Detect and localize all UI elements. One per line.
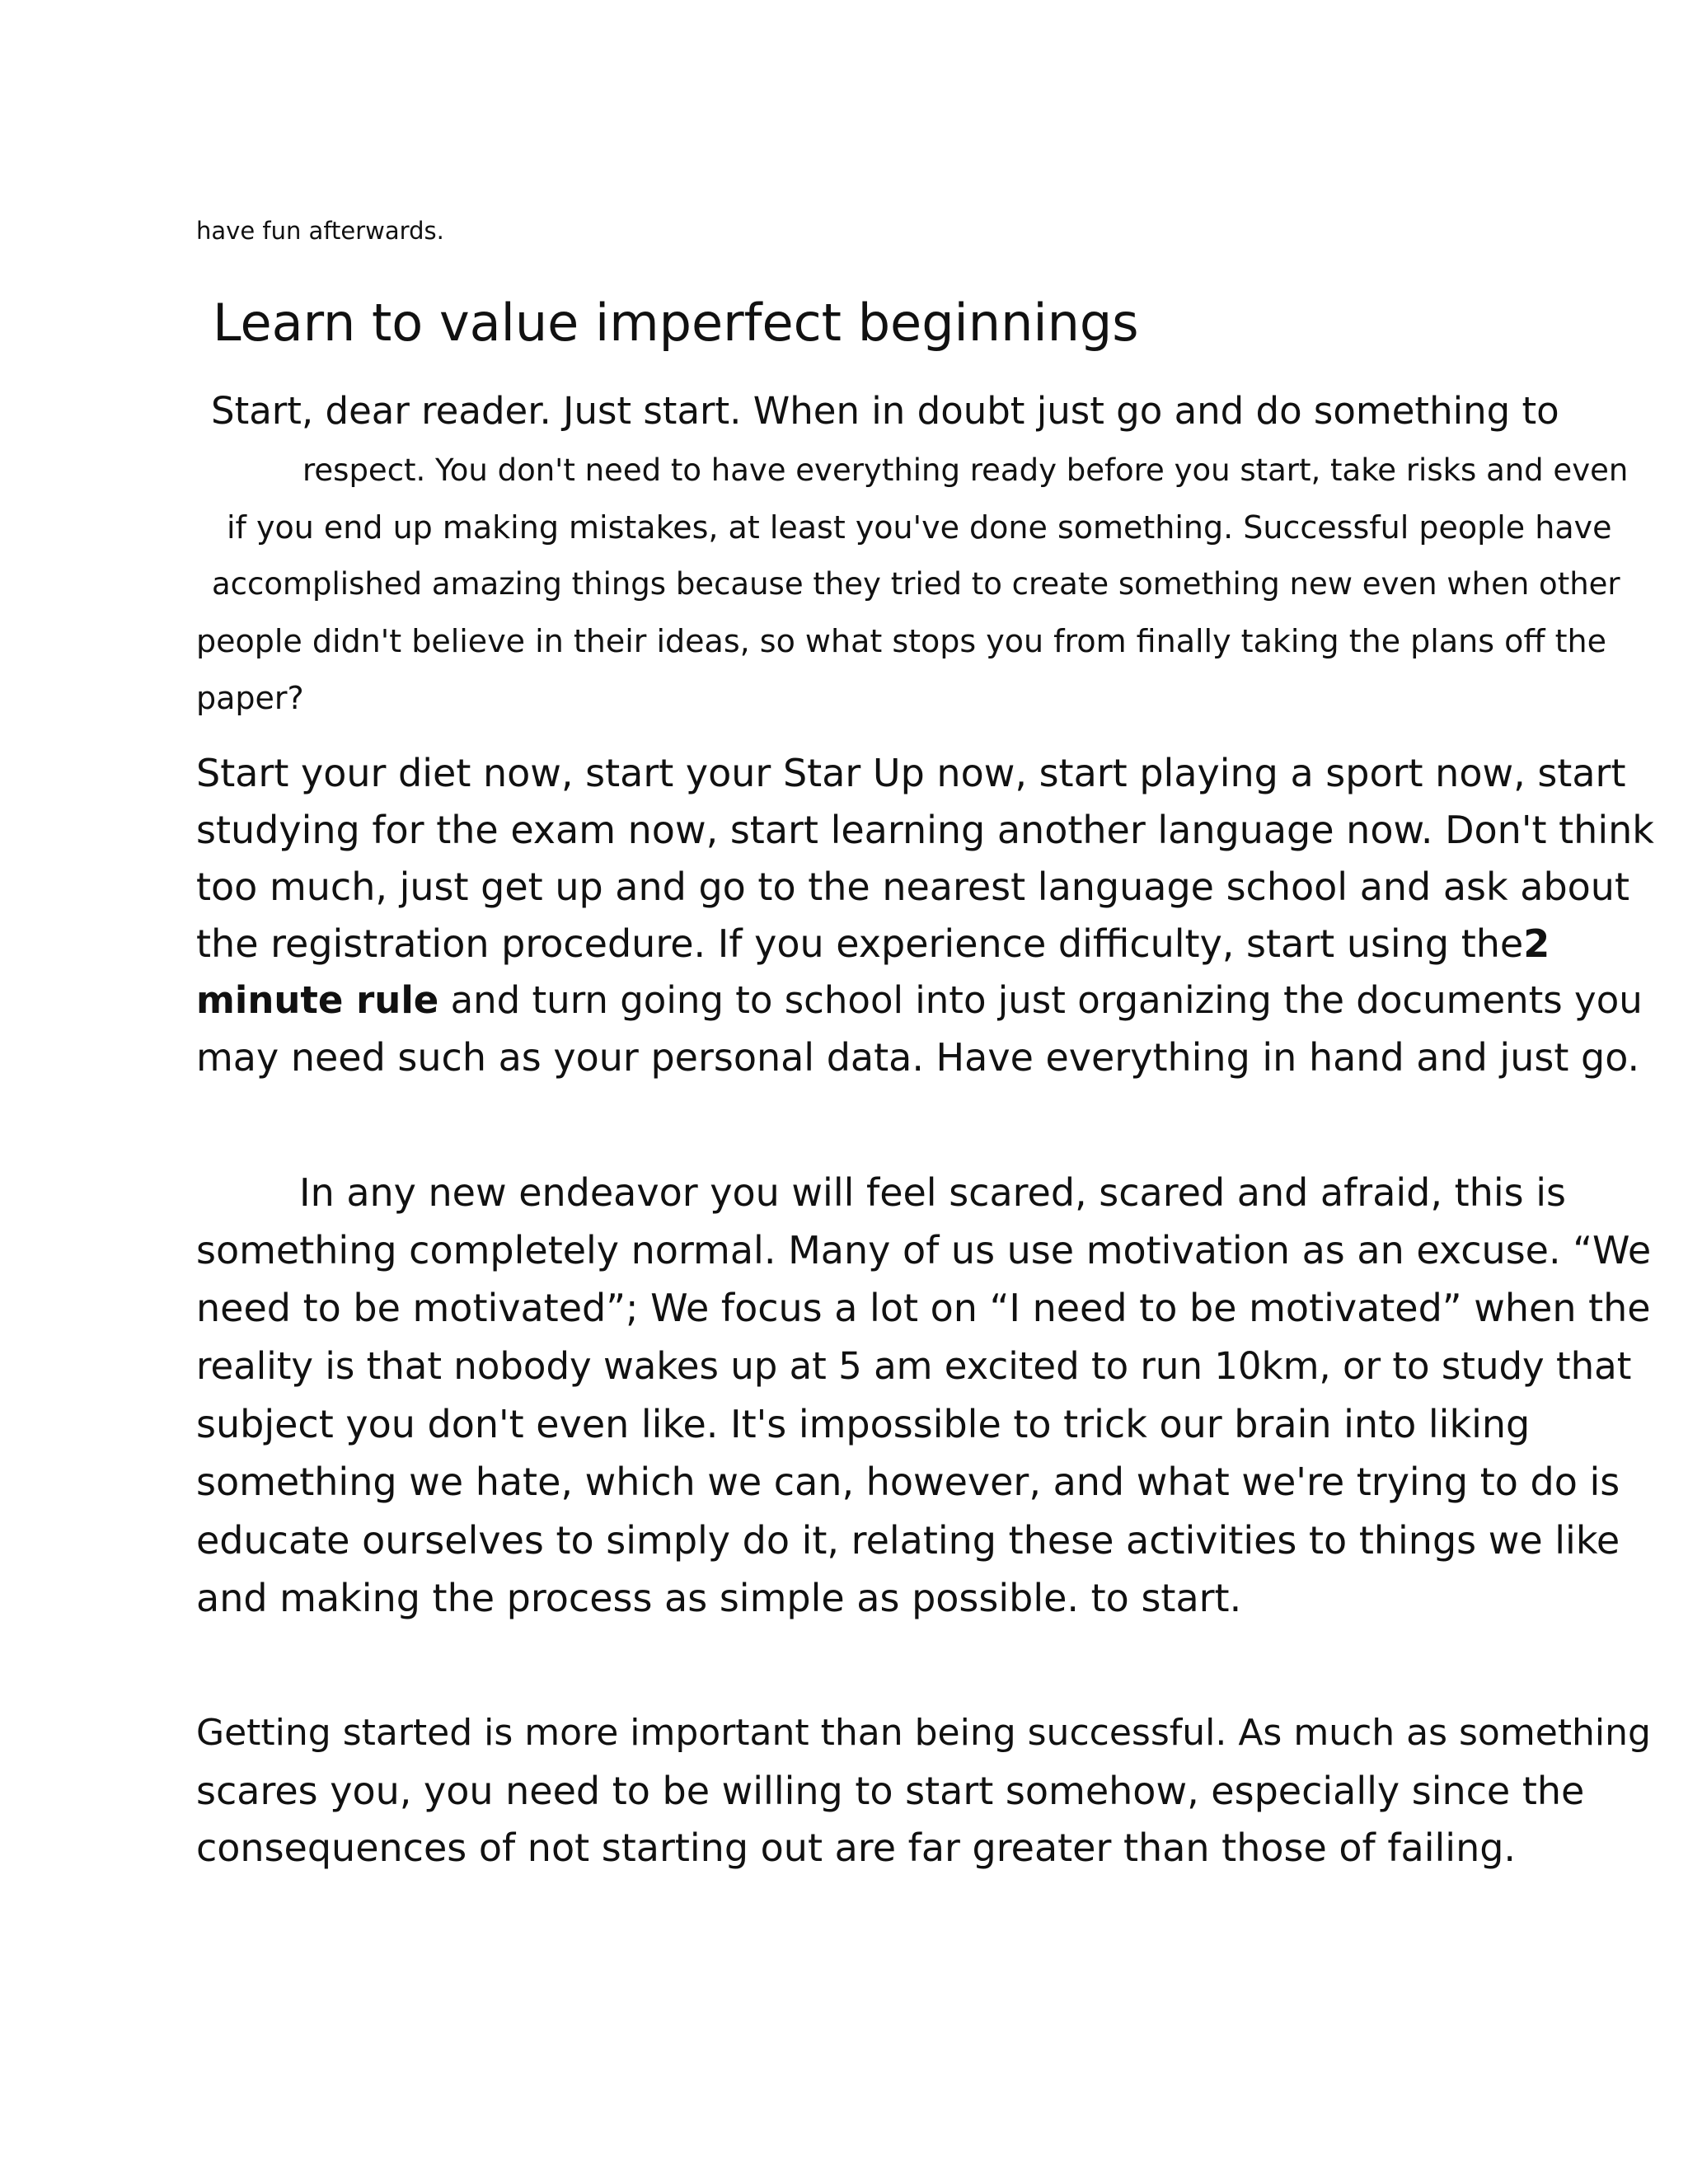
paragraph-line: scares you, you need to be willing to start somehow, especially since the: [196, 1769, 1585, 1813]
paragraph-line: something completely normal. Many of us use motivation as an excuse. “We: [196, 1228, 1652, 1272]
paragraph-line: educate ourselves to simply do it, relating these activities to things we like: [196, 1518, 1620, 1563]
paragraph-line: and making the process as simple as possible. to start.: [196, 1576, 1242, 1620]
paragraph-line-text: and turn going to school into just organizing the documents you: [438, 978, 1643, 1022]
paragraph-line: consequences of not starting out are far greater than those of failing.: [196, 1825, 1517, 1870]
paragraph-line: Getting started is more important than being successful. As much as something: [196, 1712, 1651, 1754]
paragraph-line: may need such as your personal data. Have everything in hand and just go.: [196, 1035, 1640, 1080]
paragraph-line: reality is that nobody wakes up at 5 am excited to run 10km, or to study that: [196, 1344, 1632, 1388]
intro-fragment: have fun afterwards.: [196, 217, 444, 245]
paragraph-line: [196, 921, 1550, 966]
paragraph-line: studying for the exam now, start learning another language now. Don't think: [196, 808, 1654, 852]
paragraph-line: [196, 978, 1643, 1022]
paragraph-line: something we hate, which we can, however, and what we're trying to do is: [196, 1460, 1620, 1504]
paragraph-line: people didn't believe in their ideas, so what stops you from finally taking the plans off the: [196, 623, 1606, 659]
two-minute-rule-emphasis: minute rule: [196, 978, 439, 1022]
paragraph-line: need to be motivated”; We focus a lot on “I need to be motivated” when the: [196, 1286, 1651, 1330]
paragraph-line: Start your diet now, start your Star Up now, start playing a sport now, start: [196, 751, 1626, 795]
paragraph-line: too much, just get up and go to the nearest language school and ask about: [196, 865, 1629, 909]
paragraph-line-text: the registration procedure. If you experience difficulty, start using the: [196, 921, 1524, 966]
paragraph-line: if you end up making mistakes, at least you've done something. Successful people have: [227, 509, 1612, 546]
paragraph-line: accomplished amazing things because they tried to create something new even when other: [212, 566, 1620, 602]
section-heading: Learn to value imperfect beginnings: [213, 293, 1139, 353]
two-minute-rule-number: 2: [1523, 921, 1550, 966]
paragraph-line: subject you don't even like. It's impossible to trick our brain into liking: [196, 1402, 1531, 1446]
paragraph-line: paper?: [196, 680, 304, 716]
paragraph-line: Start, dear reader. Just start. When in doubt just go and do something to: [211, 389, 1559, 433]
paragraph-line: In any new endeavor you will feel scared, scared and afraid, this is: [299, 1170, 1566, 1215]
paragraph-line: respect. You don't need to have everything ready before you start, take risks and even: [302, 452, 1629, 488]
